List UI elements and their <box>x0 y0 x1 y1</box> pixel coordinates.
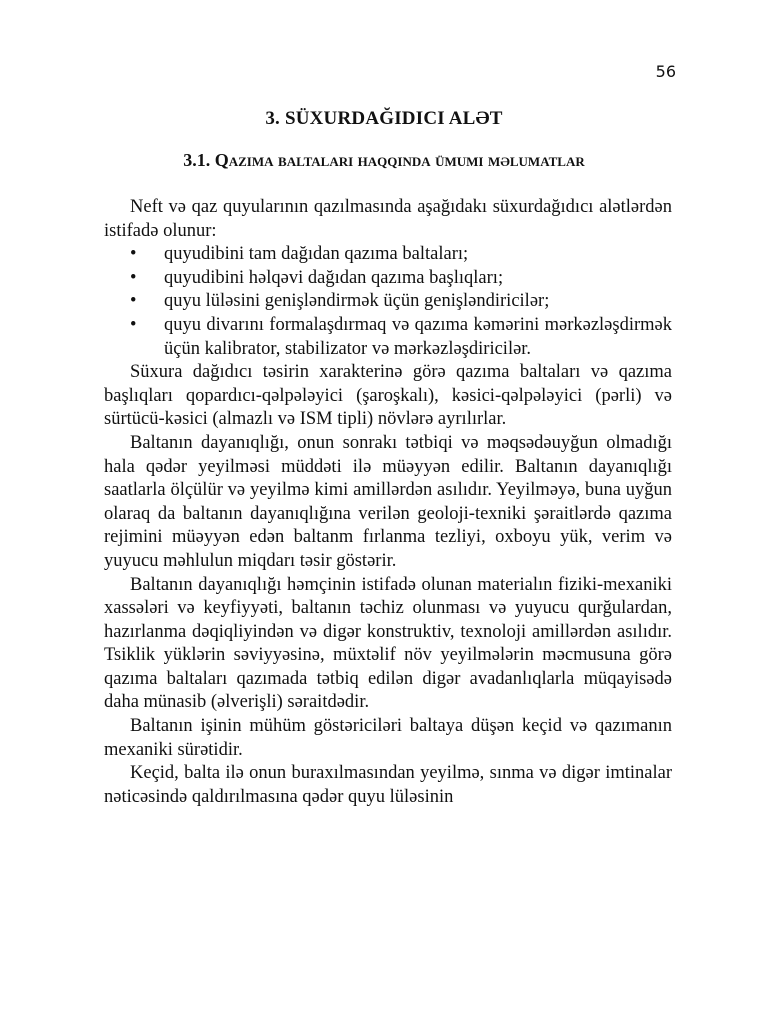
list-item-text: quyu lüləsini genişləndirmək üçün genişləndiricilər; <box>164 291 550 312</box>
list-item-text: quyu divarını formalaşdırmaq və qazıma kəmərini mərkəzləşdirmək üçün kalibrator, stabilizator və mərkəzləşdiricilər. <box>164 314 672 359</box>
paragraph: Baltanın işinin mühüm göstəriciləri baltaya düşən keçid və qazımanın mexaniki sürətidir. <box>104 716 672 760</box>
bullet-marker: • <box>130 244 137 265</box>
intro-paragraph: Neft və qaz quyularının qazılmasında aşağıdakı süxurdağıdıcı alətlərdən istifadə olunur: <box>104 197 672 241</box>
section-title <box>0 150 768 171</box>
list-item-text: quyudibini tam dağıdan qazıma baltaları; <box>164 244 469 265</box>
bullet-marker: • <box>130 267 137 288</box>
bullet-list <box>104 243 672 361</box>
list-item-text: quyudibini həlqəvi dağıdan qazıma başlıqları; <box>164 267 504 288</box>
paragraph: Baltanın dayanıqlığı həmçinin istifadə olunan materialın fiziki-mexaniki xassələri və keyfiyyəti, baltanın təchiz olunması və yuyucu qurğulardan, hazırlanma dəqiqliyindən və digər konstruktiv, texnoloji amillərdən asılıdır. Tsiklik yüklərin səviyyəsinə, müxtəlif növ yeyilmələrin məcmusuna görə qazıma baltaları qazımada tətbiq edilən digər avadanlıqlarla müqayisədə daha münasib (əlverişli) səraitdədir. <box>104 574 672 713</box>
paragraph: Keçid, balta ilə onun buraxılmasından yeyilmə, sınma və digər imtinalar nəticəsində qaldırılmasına qədər quyu lüləsinin <box>104 763 672 807</box>
section-title-text: Qazıma baltaları haqqında ümumi məlumatlar <box>214 150 585 170</box>
bullet-marker: • <box>130 291 137 312</box>
list-item <box>104 314 672 361</box>
bullet-marker: • <box>130 314 137 335</box>
paragraph: Süxura dağıdıcı təsirin xarakterinə görə qazıma baltaları və qazıma başlıqları qopardıcı-qəlpələyici (şaroşkalı), kəsici-qəlpələyici (pərli) və sürtücü-kəsici (almazlı və ISM tipli) növlərə ayrılırlar. <box>104 362 672 430</box>
page-number: 56 <box>655 62 676 81</box>
list-item <box>104 290 672 314</box>
paragraph: Baltanın dayanıqlığı, onun sonrakı tətbiqi və məqsədəuyğun olmadığı hala qədər yeyilməsi müddəti ilə müəyyən edilir. Baltanın dayanıqlığı saatlarla ölçülür və yeyilmə kimi amillərdən asılıdır. Yeyilməyə, buna uyğun olaraq da baltanın dayanıqlığına verilən geoloji-texniki şəraitlərdə qazıma rejimini müəyyən edən baltanm fırlanma tezliyi, oxboyu yük, verim və yuyucu məhlulun miqdarı təsir göstərir. <box>104 432 672 571</box>
list-item <box>104 243 672 267</box>
section-number: 3.1. <box>183 150 211 170</box>
list-item <box>104 267 672 291</box>
chapter-title: 3. SÜXURDAĞIDICI ALƏT <box>265 108 503 129</box>
body-text <box>104 196 672 809</box>
